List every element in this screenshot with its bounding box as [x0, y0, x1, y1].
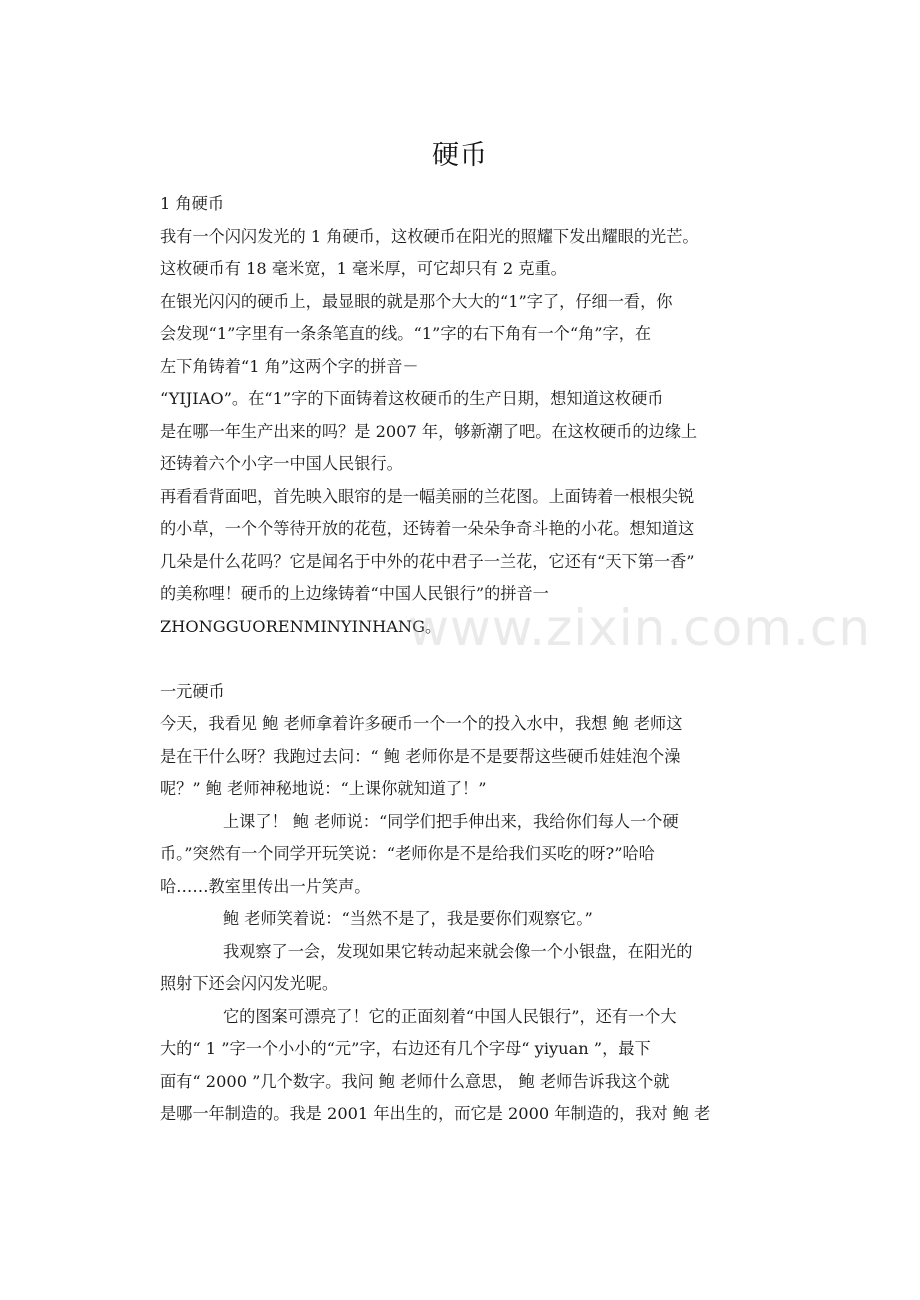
paragraph-line: 今天，我看见 鲍 老师拿着许多硬币一个一个的投入水中，我想 鲍 老师这	[160, 714, 683, 733]
section-heading-1yuan: 一元硬币	[160, 681, 225, 701]
blank-line	[160, 643, 775, 676]
paragraph-line: 这枚硬币有 18 毫米宽，1 毫米厚，可它却只有 2 克重。	[160, 259, 567, 278]
section-heading-1jiao: 1 角硬币	[160, 194, 225, 213]
paragraph-line: “YIJIAO”。在“1”字的下面铸着这枚硬币的生产日期，想知道这枚硬币	[160, 389, 664, 408]
paragraph-line: 鲍 老师笑着说：“当然不是了，我是要你们观察它。”	[223, 909, 593, 928]
paragraph-line: 我有一个闪闪发光的 1 角硬币，这枚硬币在阳光的照耀下发出耀眼的光芒。	[160, 226, 699, 246]
paragraph-line: 的美称哩！硬币的上边缘铸着“中国人民银行”的拼音一	[160, 584, 549, 603]
watermark-text: www.zixin.com.cn	[408, 599, 872, 657]
paragraph-line: 是哪一年制造的。我是 2001 年出生的，而它是 2000 年制造的，我对 鲍 老	[160, 1104, 711, 1123]
paragraph-line: 上课了！ 鲍 老师说：“同学们把手伸出来，我给你们每人一个硬	[223, 811, 679, 831]
paragraph-line: 大的“ 1 ”字一个小小的“元”字，右边还有几个字母“ yiyuan ”，最下	[160, 1039, 651, 1058]
document-body	[160, 188, 775, 1131]
paragraph-line: 哈……教室里传出一片笑声。	[160, 876, 371, 896]
paragraph-line: 的小草，一个个等待开放的花苞，还铸着一朵朵争奇斗艳的小花。想知道这	[160, 519, 695, 538]
paragraph-line: 币。”突然有一个同学开玩笑说：“老师你是不是给我们买吃的呀?”哈哈	[160, 844, 655, 863]
paragraph-line: 会发现“1”字里有一条条笔直的线。“1”字的右下角有一个“角”字，在	[160, 324, 652, 343]
paragraph-line: 在银光闪闪的硬币上，最显眼的就是那个大大的“1”字了，仔细一看，你	[160, 291, 673, 311]
paragraph-line: 呢？” 鲍 老师神秘地说：“上课你就知道了！”	[160, 779, 487, 798]
paragraph-line: 我观察了一会，发现如果它转动起来就会像一个小银盘，在阳光的	[223, 941, 693, 961]
paragraph-line: 照射下还会闪闪发光呢。	[160, 974, 339, 993]
paragraph-line: 它的图案可漂亮了！它的正面刻着“中国人民银行”，还有一个大	[223, 1006, 677, 1026]
paragraph-line: 是在干什么呀？我跑过去问：“ 鲍 老师你是不是要帮这些硬币娃娃泡个澡	[160, 746, 681, 766]
document-title: 硬币	[432, 140, 488, 171]
paragraph-line: 再看看背面吧，首先映入眼帘的是一幅美丽的兰花图。上面铸着一根根尖锐	[160, 486, 695, 506]
paragraph-line: 还铸着六个小字一中国人民银行。	[160, 454, 403, 473]
paragraph-line: 是在哪一年生产出来的吗？是 2007 年，够新潮了吧。在这枚硬币的边缘上	[160, 421, 698, 441]
paragraph-line: ZHONGGUORENMINYINHANG。	[160, 616, 442, 636]
paragraph-line: 左下角铸着“1 角”这两个字的拼音－	[160, 356, 419, 376]
paragraph-line: 几朵是什么花吗？它是闻名于中外的花中君子一兰花，它还有“天下第一香”	[160, 551, 695, 571]
paragraph-line: 面有“ 2000 ”几个数字。我问 鲍 老师什么意思， 鲍 老师告诉我这个就	[160, 1071, 670, 1091]
